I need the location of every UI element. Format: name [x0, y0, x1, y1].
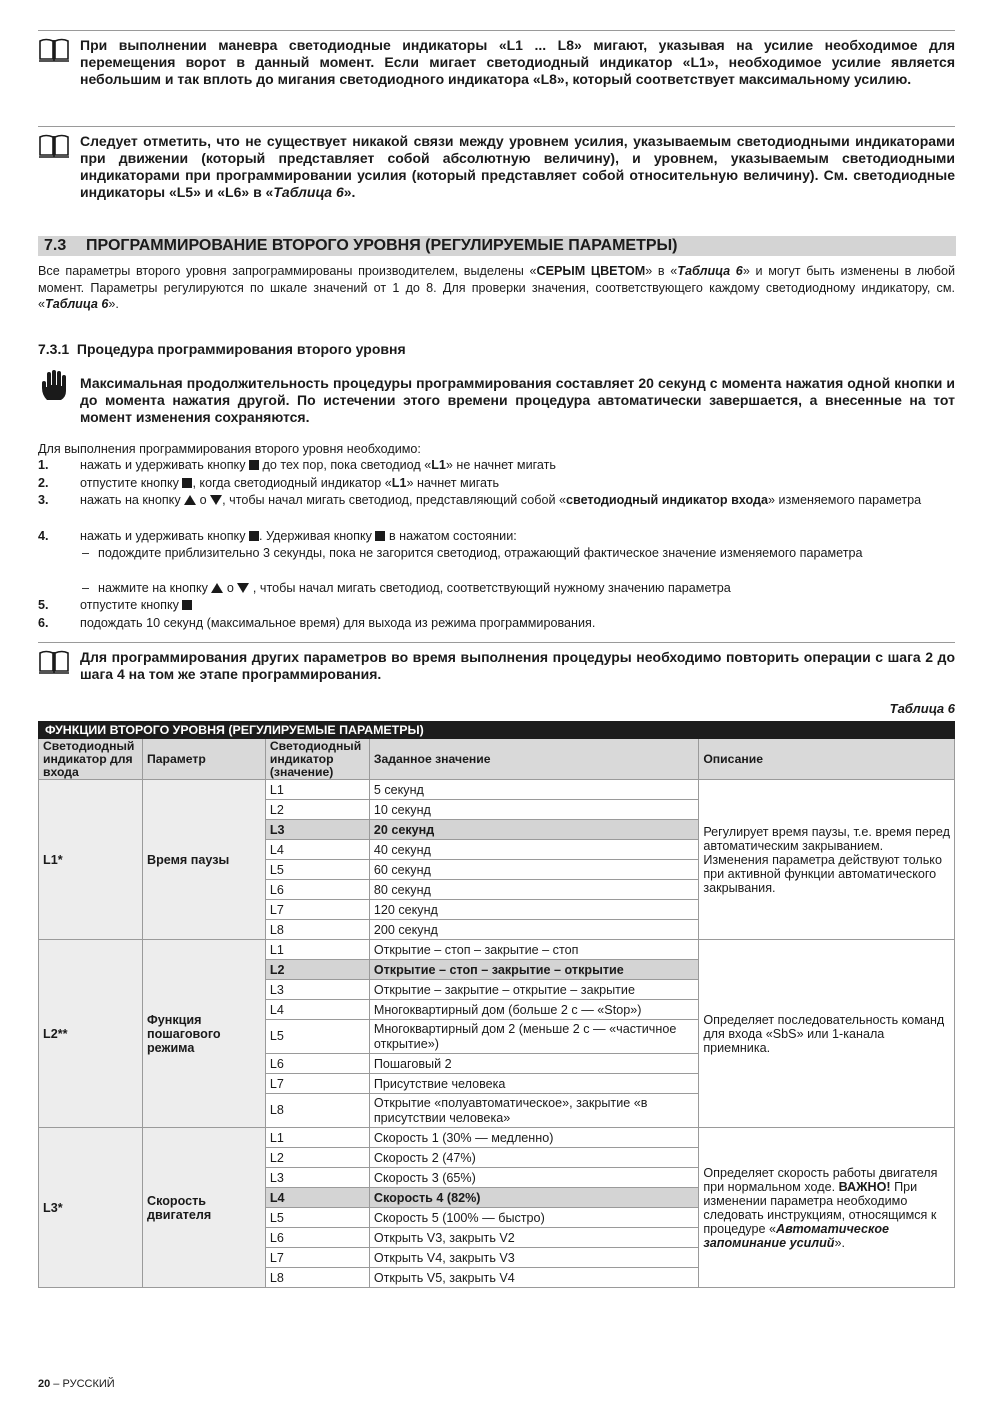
parameter-cell: Скорость двигателя [142, 1128, 265, 1288]
set-value-cell: Открыть V4, закрыть V3 [369, 1248, 698, 1268]
step-4 [38, 529, 955, 545]
set-value-cell: Скорость 3 (65%) [369, 1168, 698, 1188]
step-text: нажмите на кнопку [98, 581, 212, 595]
step-text: . Удерживая кнопку [259, 529, 376, 543]
value-led-cell: L4 [265, 1000, 369, 1020]
step-number: 6. [38, 616, 49, 630]
square-button-icon [182, 600, 192, 610]
set-value-cell: Многоквартирный дом 2 (меньше 2 с — «частичное открытие») [369, 1020, 698, 1054]
set-value-cell: 20 секунд [369, 820, 698, 840]
value-led-cell: L5 [265, 860, 369, 880]
intro-part-2: » в « [645, 264, 678, 278]
step-4-substep-1 [38, 546, 955, 562]
value-led-cell: L7 [265, 900, 369, 920]
step-text: , чтобы начал мигать светодиод, соответствующий нужному значению параметра [249, 581, 731, 595]
set-value-cell: Пошаговый 2 [369, 1054, 698, 1074]
step-text: нажать и удерживать кнопку [80, 458, 250, 472]
note-4 [38, 642, 955, 683]
step-text: о [196, 493, 211, 507]
note-1 [38, 30, 955, 88]
page-number: 20 [38, 1378, 51, 1390]
step-text: » изменяемого параметра [768, 493, 922, 507]
page-footer [38, 1378, 115, 1390]
table-row [39, 1128, 955, 1148]
intro-part-3: » и могут быть изменены в любой момент. Параметры регулируются по шкале значений от 1 до 8. Для проверки значения, соответствующего каждому светодиодному индикатору, см. « [38, 264, 955, 311]
input-led-cell: L3* [39, 1128, 143, 1288]
value-led-cell: L8 [265, 1268, 369, 1288]
step-3 [38, 493, 955, 509]
intro-table-ref-1: Таблица 6 [677, 264, 743, 278]
step-text-bold: светодиодный индикатор входа [565, 493, 769, 507]
value-led-cell: L6 [265, 880, 369, 900]
book-icon [38, 133, 70, 159]
square-button-icon [375, 531, 385, 541]
value-led-cell: L6 [265, 1054, 369, 1074]
section-heading [38, 236, 956, 256]
led-label: L1 [391, 476, 407, 490]
description-text: ». [834, 1235, 846, 1250]
header-input-led: Светодиодный индикатор для входа [39, 739, 143, 780]
value-led-cell: L2 [265, 1148, 369, 1168]
step-text: отпустите кнопку [80, 476, 183, 490]
steps-intro: Для выполнения программирования второго уровня необходимо: [38, 442, 421, 456]
value-led-cell: L1 [265, 940, 369, 960]
value-led-cell: L4 [265, 840, 369, 860]
parameter-cell: Функция пошагового режима [142, 940, 265, 1128]
dash-bullet: – [82, 546, 90, 560]
intro-part-4: ». [108, 297, 119, 311]
step-text: подождать 10 секунд (максимальное время) для выхода из режима программирования. [80, 616, 596, 630]
section-number: 7.3 [44, 237, 67, 254]
note-2-text-end: ». [343, 184, 356, 200]
value-led-cell: L4 [265, 1188, 369, 1208]
note-4-text: Для программирования других параметров во время выполнения процедуры необходимо повторить операции с шага 2 до шага 4 на том же этапе программирования. [80, 649, 955, 682]
value-led-cell: L5 [265, 1208, 369, 1228]
step-text: » начнет мигать [406, 476, 500, 490]
value-led-cell: L6 [265, 1228, 369, 1248]
header-value-led: Светодиодный индикатор (значение) [265, 739, 369, 780]
value-led-cell: L7 [265, 1248, 369, 1268]
dash-bullet: – [82, 581, 90, 595]
footer-language: РУССКИЙ [62, 1378, 115, 1390]
value-led-cell: L2 [265, 800, 369, 820]
set-value-cell: Многоквартирный дом (больше 2 с — «Stop») [369, 1000, 698, 1020]
header-description: Описание [699, 739, 955, 780]
set-value-cell: Скорость 4 (82%) [369, 1188, 698, 1208]
note-2-text-main: Следует отметить, что не существует никакой связи между уровнем усилия, указываемым светодиодными индикаторами при движении (который представляет собой абсолютную величину), и уровнем, указываемым светодиодными индикаторами при программировании усилия (который представляет собой относительную величину). См. светодиодные индикаторы «L5» и «L6» в « [80, 133, 955, 200]
important-label: ВАЖНО! [838, 1179, 891, 1194]
set-value-cell: 10 секунд [369, 800, 698, 820]
square-button-icon [249, 531, 259, 541]
set-value-cell: Скорость 1 (30% — медленно) [369, 1128, 698, 1148]
value-led-cell: L1 [265, 1128, 369, 1148]
up-arrow-button-icon [211, 583, 223, 593]
step-number: 2. [38, 476, 49, 490]
step-text: отпустите кнопку [80, 598, 183, 612]
set-value-cell: Открытие «полуавтоматическое», закрытие «в присутствии человека» [369, 1094, 698, 1128]
intro-part-1: Все параметры второго уровня запрограммированы производителем, выделены « [38, 264, 537, 278]
table-row [39, 780, 955, 800]
value-led-cell: L8 [265, 920, 369, 940]
set-value-cell: Присутствие человека [369, 1074, 698, 1094]
note-2 [38, 126, 955, 201]
set-value-cell: Открытие – закрытие – открытие – закрытие [369, 980, 698, 1000]
description-cell: Регулирует время паузы, т.е. время перед автоматическим закрыванием. Изменения параметра действуют только при активной функции автоматического закрывания. [699, 780, 955, 940]
note-3-text: Максимальная продолжительность процедуры программирования составляет 20 секунд с момента нажатия одной кнопки и до момента нажатия другой. По истечении этого времени процедура автоматически завершается, а внесенные на тот момент изменения сохраняются. [80, 375, 955, 425]
header-set-value: Заданное значение [369, 739, 698, 780]
header-parameter: Параметр [142, 739, 265, 780]
table-title-row [39, 722, 955, 739]
subsection-number: 7.3.1 [38, 341, 70, 357]
step-text: , когда светодиодный индикатор « [192, 476, 392, 490]
table-row [39, 940, 955, 960]
description-cell: Определяет последовательность команд для входа «SbS» или 1-канала приемника. [699, 940, 955, 1128]
procedure-ref: Автоматическое запоминание усилий [703, 1221, 890, 1250]
set-value-cell: 5 секунд [369, 780, 698, 800]
set-value-cell: Открытие – стоп – закрытие – открытие [369, 960, 698, 980]
description-text: При изменении параметра необходимо следовать инструкциям, относящимся к процедуре « [703, 1179, 937, 1236]
step-text: нажать и удерживать кнопку [80, 529, 250, 543]
set-value-cell: 80 секунд [369, 880, 698, 900]
value-led-cell: L3 [265, 980, 369, 1000]
value-led-cell: L3 [265, 1168, 369, 1188]
hand-icon [38, 369, 70, 403]
value-led-cell: L2 [265, 960, 369, 980]
set-value-cell: Открыть V5, закрыть V4 [369, 1268, 698, 1288]
square-button-icon [249, 460, 259, 470]
set-value-cell: Открытие – стоп – закрытие – стоп [369, 940, 698, 960]
step-text: о [223, 581, 238, 595]
step-number: 1. [38, 458, 49, 472]
step-1 [38, 458, 955, 474]
note-1-text: При выполнении маневра светодиодные индикаторы «L1 ... L8» мигают, указывая на усилие необходимое для перемещения ворот в данный момент. Если мигает светодиодный индикатор «L1», необходимое усилие является небольшим и так вплоть до мигания светодиодного индикатора «L8», который соответствует максимальному усилию. [80, 37, 955, 87]
note-2-table-ref: Таблица 6 [273, 184, 344, 200]
step-5 [38, 598, 955, 614]
note-2-text [80, 127, 955, 201]
note-3 [38, 369, 955, 426]
down-arrow-button-icon [210, 495, 222, 505]
up-arrow-button-icon [184, 495, 196, 505]
book-icon [38, 649, 70, 675]
led-label: L1 [431, 458, 446, 472]
value-led-cell: L3 [265, 820, 369, 840]
step-number: 5. [38, 598, 49, 612]
table-header-row [39, 739, 955, 780]
set-value-cell: 200 секунд [369, 920, 698, 940]
description-text: Определяет скорость работы двигателя при нормальном ходе. [703, 1165, 938, 1194]
square-button-icon [182, 478, 192, 488]
step-2 [38, 476, 955, 492]
parameters-table [38, 721, 955, 1288]
step-number: 3. [38, 493, 49, 507]
input-led-cell: L2** [39, 940, 143, 1128]
intro-gray-color: СЕРЫМ ЦВЕТОМ [536, 264, 646, 278]
book-icon [38, 37, 70, 63]
step-text: , чтобы начал мигать светодиод, представляющий собой « [222, 493, 566, 507]
step-text: подождите приблизительно 3 секунды, пока не загорится светодиод, отражающий фактическое значение изменяемого параметра [98, 546, 863, 560]
table-title: ФУНКЦИИ ВТОРОГО УРОВНЯ (РЕГУЛИРУЕМЫЕ ПАРАМЕТРЫ) [39, 722, 955, 739]
set-value-cell: Открыть V3, закрыть V2 [369, 1228, 698, 1248]
value-led-cell: L1 [265, 780, 369, 800]
input-led-cell: L1* [39, 780, 143, 940]
parameter-cell: Время паузы [142, 780, 265, 940]
subsection-title: Процедура программирования второго уровня [76, 341, 406, 357]
step-text: до тех пор, пока светодиод « [259, 458, 432, 472]
subsection-heading [38, 341, 406, 357]
footer-separator: – [50, 1378, 63, 1390]
value-led-cell: L7 [265, 1074, 369, 1094]
step-text: в нажатом состоянии: [385, 529, 517, 543]
step-number: 4. [38, 529, 49, 543]
down-arrow-button-icon [237, 583, 249, 593]
section-title: ПРОГРАММИРОВАНИЕ ВТОРОГО УРОВНЯ (РЕГУЛИРУЕМЫЕ ПАРАМЕТРЫ) [86, 237, 678, 254]
value-led-cell: L8 [265, 1094, 369, 1128]
step-6 [38, 616, 955, 632]
set-value-cell: Скорость 5 (100% — быстро) [369, 1208, 698, 1228]
set-value-cell: 120 секунд [369, 900, 698, 920]
set-value-cell: Скорость 2 (47%) [369, 1148, 698, 1168]
section-intro [38, 263, 955, 313]
step-text: нажать на кнопку [80, 493, 185, 507]
description-cell [699, 1128, 955, 1288]
step-4-substep-2 [38, 581, 955, 597]
table-caption: Таблица 6 [889, 701, 955, 716]
set-value-cell: 40 секунд [369, 840, 698, 860]
step-text: » не начнет мигать [445, 458, 556, 472]
value-led-cell: L5 [265, 1020, 369, 1054]
intro-table-ref-2: Таблица 6 [45, 297, 109, 311]
set-value-cell: 60 секунд [369, 860, 698, 880]
